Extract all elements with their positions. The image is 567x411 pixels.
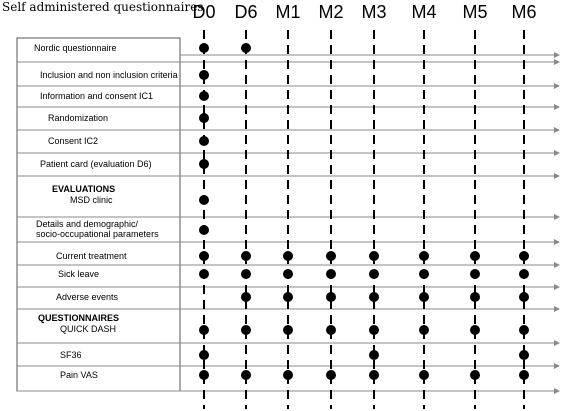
mark-dot-current-treatment-m5 — [470, 251, 480, 261]
timepoint-label-m2: M2 — [318, 2, 344, 22]
mark-dot-current-treatment-m1 — [283, 251, 293, 261]
mark-dot-sick-leave-d0 — [199, 269, 209, 279]
mark-dot-adverse-events-m5 — [470, 292, 480, 302]
mark-dot-pain-vas-d0 — [199, 370, 209, 380]
timepoint-label-d0: D0 — [192, 2, 216, 22]
row-label-randomization: Randomization — [48, 113, 109, 123]
mark-dot-adverse-events-m4 — [419, 292, 429, 302]
row-label-current-treatment: Current treatment — [56, 251, 127, 261]
mark-dot-quick-dash-d0 — [199, 325, 209, 335]
mark-dot-sf36-m6 — [519, 350, 529, 360]
mark-dot-pain-vas-m2 — [326, 370, 336, 380]
mark-dot-adverse-events-d6 — [241, 292, 251, 302]
mark-dot-adverse-events-m6 — [519, 292, 529, 302]
mark-dot-adverse-events-m3 — [369, 292, 379, 302]
mark-dot-nordic-d6 — [241, 43, 251, 53]
mark-dot-current-treatment-m6 — [519, 251, 529, 261]
mark-dot-pain-vas-m4 — [419, 370, 429, 380]
mark-dot-sick-leave-m1 — [283, 269, 293, 279]
row-label-adverse-events: Adverse events — [56, 292, 119, 302]
mark-dot-patient-card-d0 — [199, 159, 209, 169]
mark-dot-sf36-m3 — [369, 350, 379, 360]
page-title: Self administered questionnaires — [2, 0, 204, 14]
mark-dot-adverse-events-m2 — [326, 292, 336, 302]
mark-dot-pain-vas-m3 — [369, 370, 379, 380]
mark-dot-randomization-d0 — [199, 113, 209, 123]
mark-dot-sick-leave-d6 — [241, 269, 251, 279]
mark-dot-sick-leave-m5 — [470, 269, 480, 279]
mark-dot-current-treatment-m4 — [419, 251, 429, 261]
mark-dot-sf36-d0 — [199, 350, 209, 360]
row-label-quick-dash-0: QUESTIONNAIRES — [38, 313, 120, 323]
mark-dot-sick-leave-m2 — [326, 269, 336, 279]
timepoint-label-m3: M3 — [361, 2, 387, 22]
mark-dot-adverse-events-m1 — [283, 292, 293, 302]
mark-dot-quick-dash-m6 — [519, 325, 529, 335]
mark-dot-sick-leave-m6 — [519, 269, 529, 279]
mark-dot-current-treatment-d6 — [241, 251, 251, 261]
timepoint-label-m6: M6 — [511, 2, 537, 22]
mark-dot-quick-dash-m5 — [470, 325, 480, 335]
mark-dot-inclusion-d0 — [199, 70, 209, 80]
mark-dot-pain-vas-m1 — [283, 370, 293, 380]
mark-dot-current-treatment-m3 — [369, 251, 379, 261]
mark-dot-quick-dash-m4 — [419, 325, 429, 335]
row-label-demographic-0: Details and demographic/ — [36, 219, 139, 229]
mark-dot-pain-vas-m5 — [470, 370, 480, 380]
mark-dot-quick-dash-m2 — [326, 325, 336, 335]
mark-dot-consent-ic2-d0 — [199, 136, 209, 146]
mark-dot-pain-vas-d6 — [241, 370, 251, 380]
mark-dot-current-treatment-m2 — [326, 251, 336, 261]
row-label-consent-ic1: Information and consent IC1 — [40, 91, 154, 101]
row-label-pain-vas: Pain VAS — [60, 370, 98, 380]
row-label-msd-clinic-1: MSD clinic — [70, 195, 113, 205]
row-label-inclusion: Inclusion and non inclusion criteria — [40, 70, 178, 80]
row-label-sf36: SF36 — [60, 350, 82, 360]
timepoint-label-m5: M5 — [462, 2, 488, 22]
row-label-consent-ic2: Consent IC2 — [48, 136, 99, 146]
row-label-sick-leave: Sick leave — [58, 269, 100, 279]
mark-dot-sick-leave-m4 — [419, 269, 429, 279]
mark-dot-current-treatment-d0 — [199, 251, 209, 261]
timepoint-label-m4: M4 — [411, 2, 437, 22]
mark-dot-consent-ic1-d0 — [199, 91, 209, 101]
mark-dot-quick-dash-m3 — [369, 325, 379, 335]
mark-dot-quick-dash-m1 — [283, 325, 293, 335]
timepoint-label-d6: D6 — [234, 2, 258, 22]
timepoint-label-m1: M1 — [275, 2, 301, 22]
mark-dot-quick-dash-d6 — [241, 325, 251, 335]
row-label-patient-card: Patient card (evaluation D6) — [40, 159, 152, 169]
mark-dot-pain-vas-m6 — [519, 370, 529, 380]
row-label-demographic-1: socio-occupational parameters — [36, 229, 159, 239]
row-label-quick-dash-1: QUICK DASH — [60, 324, 117, 334]
mark-dot-msd-clinic-d0 — [199, 195, 209, 205]
mark-dot-nordic-d0 — [199, 43, 209, 53]
mark-dot-demographic-d0 — [199, 225, 209, 235]
mark-dot-sick-leave-m3 — [369, 269, 379, 279]
row-label-msd-clinic-0: EVALUATIONS — [52, 184, 116, 194]
row-label-nordic: Nordic questionnaire — [34, 43, 117, 53]
